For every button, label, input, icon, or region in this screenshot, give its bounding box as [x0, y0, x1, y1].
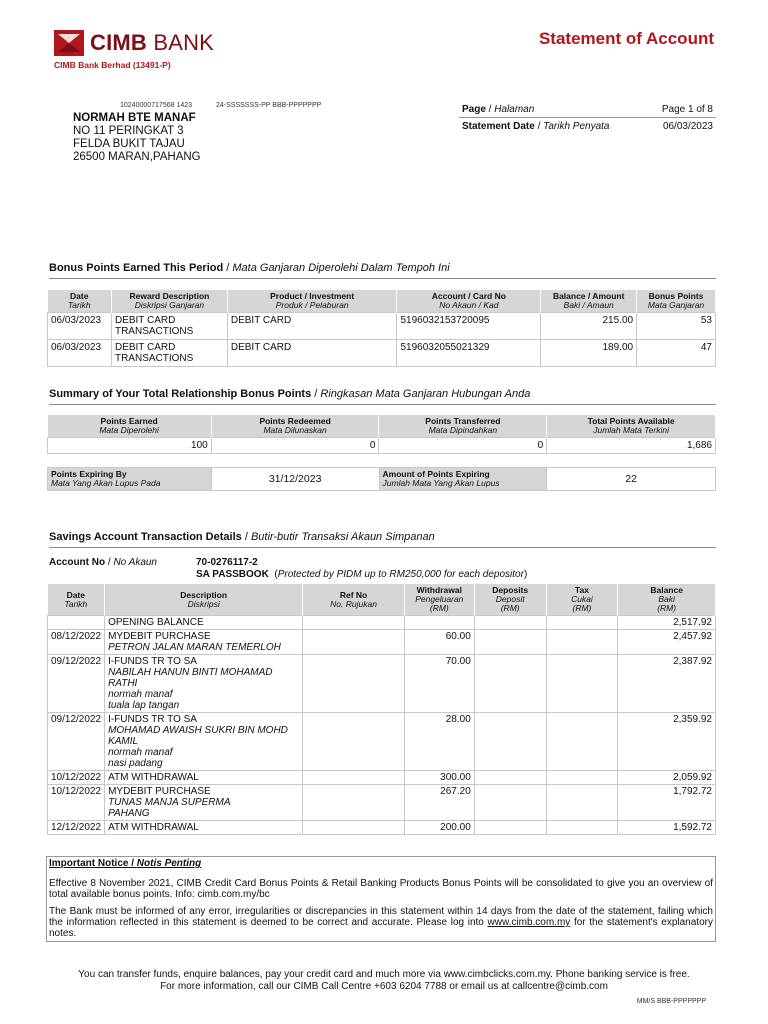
table-row [48, 468, 716, 491]
statement-meta [459, 101, 716, 135]
column-header: Date Tarikh [48, 290, 112, 313]
brand-name [90, 30, 214, 56]
account-type: SA PASSBOOK (Protected by PIDM up to RM250,000 for each depositor) [196, 569, 528, 580]
cell-withdrawal: 28.00 [404, 713, 474, 771]
cell-deposit [474, 785, 546, 821]
summary-points-table [47, 415, 716, 454]
cell-balance: 2,059.92 [618, 771, 716, 785]
summary-section-title: Summary of Your Total Relationship Bonus Points / Ringkasan Mata Ganjaran Hubungan Anda [49, 388, 716, 405]
page-info-row [459, 101, 716, 118]
cell-balance: 2,517.92 [618, 616, 716, 630]
cell-withdrawal: 200.00 [404, 821, 474, 835]
cell-deposit [474, 713, 546, 771]
footer-line: You can transfer funds, enquire balances, pay your credit card and much more via www.cimbclicks.com.my. Phone banking service is free. [78, 969, 690, 980]
expiring-by-value: 31/12/2023 [211, 468, 379, 491]
column-header: Points Redeemed Mata Dilunaskan [211, 415, 379, 438]
cell-date [48, 616, 105, 630]
cell-ref [303, 785, 405, 821]
cell-tax [546, 655, 618, 713]
cell-description: DEBIT CARD TRANSACTIONS [111, 340, 227, 367]
cell-deposit [474, 616, 546, 630]
cell-description: MYDEBIT PURCHASE TUNAS MANJA SUPERMA PAHANG [105, 785, 303, 821]
notice-paragraph: Effective 8 November 2021, CIMB Credit Card Bonus Points & Retail Banking Products Bonus Points will be consolidated to give you an overview of total available bonus points. Info: cimb.com.my/bc [49, 878, 713, 900]
cell-description: ATM WITHDRAWAL [105, 821, 303, 835]
cell-points: 53 [637, 313, 716, 340]
statement-date-value: 06/03/2023 [662, 121, 713, 132]
column-header: Balance Baki (RM) [618, 584, 716, 616]
footer-line: For more information, call our CIMB Call Centre +603 6204 7788 or email us at callcentre@cimb.com [160, 981, 608, 992]
cell-product: DEBIT CARD [227, 313, 397, 340]
column-header: Product / Investment Produk / Pelaburan [227, 290, 397, 313]
cell-description: ATM WITHDRAWAL [105, 771, 303, 785]
cell-withdrawal: 267.20 [404, 785, 474, 821]
expiring-by-label: Points Expiring By Mata Yang Akan Lupus Pada [48, 468, 212, 491]
table-row [48, 713, 716, 771]
table-row [48, 313, 716, 340]
cell-points-transferred: 0 [379, 438, 547, 454]
cimb-chevron-logo-icon [54, 30, 84, 56]
cell-amount: 215.00 [541, 313, 637, 340]
account-label: Account No / No Akaun [49, 557, 157, 568]
table-header-row [48, 415, 716, 438]
cell-description: I-FUNDS TR TO SA NABILAH HANUN BINTI MOHAMAD RATHI normah manaf tuala lap tangan [105, 655, 303, 713]
cimb-logo [54, 26, 234, 60]
expiring-amount-value: 22 [547, 468, 716, 491]
cell-ref [303, 821, 405, 835]
column-header: Withdrawal Pengeluaran (RM) [404, 584, 474, 616]
cell-ref [303, 630, 405, 655]
cell-withdrawal: 300.00 [404, 771, 474, 785]
table-header-row [48, 584, 716, 616]
cell-date: 09/12/2022 [48, 655, 105, 713]
column-header: Tax Cukai (RM) [546, 584, 618, 616]
cell-ref [303, 616, 405, 630]
cell-deposit [474, 655, 546, 713]
column-header: Balance / Amount Baki / Amaun [541, 290, 637, 313]
cell-date: 06/03/2023 [48, 340, 112, 367]
table-row [48, 438, 716, 454]
brand-name-bold: CIMB [90, 30, 148, 55]
cell-date: 10/12/2022 [48, 785, 105, 821]
cell-tax [546, 630, 618, 655]
points-expiry-table [47, 467, 716, 491]
cell-balance: 2,387.92 [618, 655, 716, 713]
address-line: NO 11 PERINGKAT 3 [73, 125, 184, 137]
bank-registration: CIMB Bank Berhad (13491-P) [54, 60, 171, 70]
cell-points: 47 [637, 340, 716, 367]
cell-description: I-FUNDS TR TO SA MOHAMAD AWAISH SUKRI BIN MOHD KAMIL normah manaf nasi padang [105, 713, 303, 771]
account-number: 70-0276117-2 [196, 557, 258, 568]
cell-card-no: 5196032055021329 [397, 340, 541, 367]
column-header: Bonus Points Mata Ganjaran [637, 290, 716, 313]
table-row [48, 655, 716, 713]
cell-description: OPENING BALANCE [105, 616, 303, 630]
brand-name-rest: BANK [147, 30, 215, 55]
expiring-amount-label: Amount of Points Expiring Jumlah Mata Yang Akan Lupus [379, 468, 547, 491]
customer-name: NORMAH BTE MANAF [73, 112, 196, 124]
statement-date-row [459, 118, 716, 135]
cell-tax [546, 821, 618, 835]
cell-description: DEBIT CARD TRANSACTIONS [111, 313, 227, 340]
cell-tax [546, 616, 618, 630]
table-row [48, 785, 716, 821]
cell-deposit [474, 771, 546, 785]
column-header: Description Diskripsi [105, 584, 303, 616]
cell-ref [303, 771, 405, 785]
notice-title: Important Notice / Notis Penting [49, 858, 202, 869]
table-header-row [48, 290, 716, 313]
page-label: Page / Halaman [462, 103, 535, 115]
table-row [48, 630, 716, 655]
cell-description: MYDEBIT PURCHASE PETRON JALAN MARAN TEMERLOH [105, 630, 303, 655]
table-row [48, 340, 716, 367]
cell-balance: 2,359.92 [618, 713, 716, 771]
transactions-table [47, 584, 716, 835]
cell-points-redeemed: 0 [211, 438, 379, 454]
cell-withdrawal: 70.00 [404, 655, 474, 713]
cell-ref [303, 655, 405, 713]
cell-amount: 189.00 [541, 340, 637, 367]
cimb-website-link[interactable]: www.cimb.com.my [487, 917, 571, 928]
bonus-points-table [47, 290, 716, 367]
cell-date: 12/12/2022 [48, 821, 105, 835]
footer-code: MM/S BBB-PPPPPPP [636, 998, 706, 1005]
cell-balance: 1,592.72 [618, 821, 716, 835]
cell-withdrawal: 60.00 [404, 630, 474, 655]
cell-date: 10/12/2022 [48, 771, 105, 785]
cell-date: 06/03/2023 [48, 313, 112, 340]
cell-deposit [474, 821, 546, 835]
mailing-ref-code: 10240000717568 1423 [120, 102, 193, 109]
document-title: Statement of Account [538, 29, 714, 48]
cell-tax [546, 771, 618, 785]
table-row [48, 821, 716, 835]
cell-date: 08/12/2022 [48, 630, 105, 655]
cell-withdrawal [404, 616, 474, 630]
table-row [48, 771, 716, 785]
address-line: 26500 MARAN,PAHANG [73, 151, 201, 163]
column-header: Deposits Deposit (RM) [474, 584, 546, 616]
column-header: Points Earned Mata Diperolehi [48, 415, 212, 438]
cell-total-points: 1,686 [547, 438, 716, 454]
column-header: Ref No No. Rujukan [303, 584, 405, 616]
table-row [48, 616, 716, 630]
cell-balance: 1,792.72 [618, 785, 716, 821]
notice-paragraph: The Bank must be informed of any error, irregularities or discrepancies in this statement within 14 days from the date of the statement, failing which the information reflected in this statement is deemed to be correct and accurate. Please log into www.cimb.com.my for the statement's explanatory notes. [49, 906, 713, 939]
cell-date: 09/12/2022 [48, 713, 105, 771]
mailing-sort-code: 24-SSSSSSS-PP BBB-PPPPPPP [216, 102, 322, 109]
cell-ref [303, 713, 405, 771]
important-notice [46, 856, 716, 942]
bonus-section-title: Bonus Points Earned This Period / Mata Ganjaran Diperolehi Dalam Tempoh Ini [49, 262, 716, 279]
cell-tax [546, 713, 618, 771]
column-header: Reward Description Diskripsi Ganjaran [111, 290, 227, 313]
column-header: Total Points Available Jumlah Mata Terkini [547, 415, 716, 438]
column-header: Account / Card No No Akaun / Kad [397, 290, 541, 313]
cell-tax [546, 785, 618, 821]
cell-deposit [474, 630, 546, 655]
cell-product: DEBIT CARD [227, 340, 397, 367]
statement-date-label: Statement Date / Tarikh Penyata [462, 121, 610, 132]
address-line: FELDA BUKIT TAJAU [73, 138, 185, 150]
page-value: Page 1 of 8 [661, 103, 713, 115]
savings-section-title: Savings Account Transaction Details / Butir-butir Transaksi Akaun Simpanan [49, 531, 716, 548]
column-header: Date Tarikh [48, 584, 105, 616]
cell-points-earned: 100 [48, 438, 212, 454]
mailing-address [73, 112, 201, 164]
cell-card-no: 5196032153720095 [397, 313, 541, 340]
cell-balance: 2,457.92 [618, 630, 716, 655]
column-header: Points Transferred Mata Dipindahkan [379, 415, 547, 438]
